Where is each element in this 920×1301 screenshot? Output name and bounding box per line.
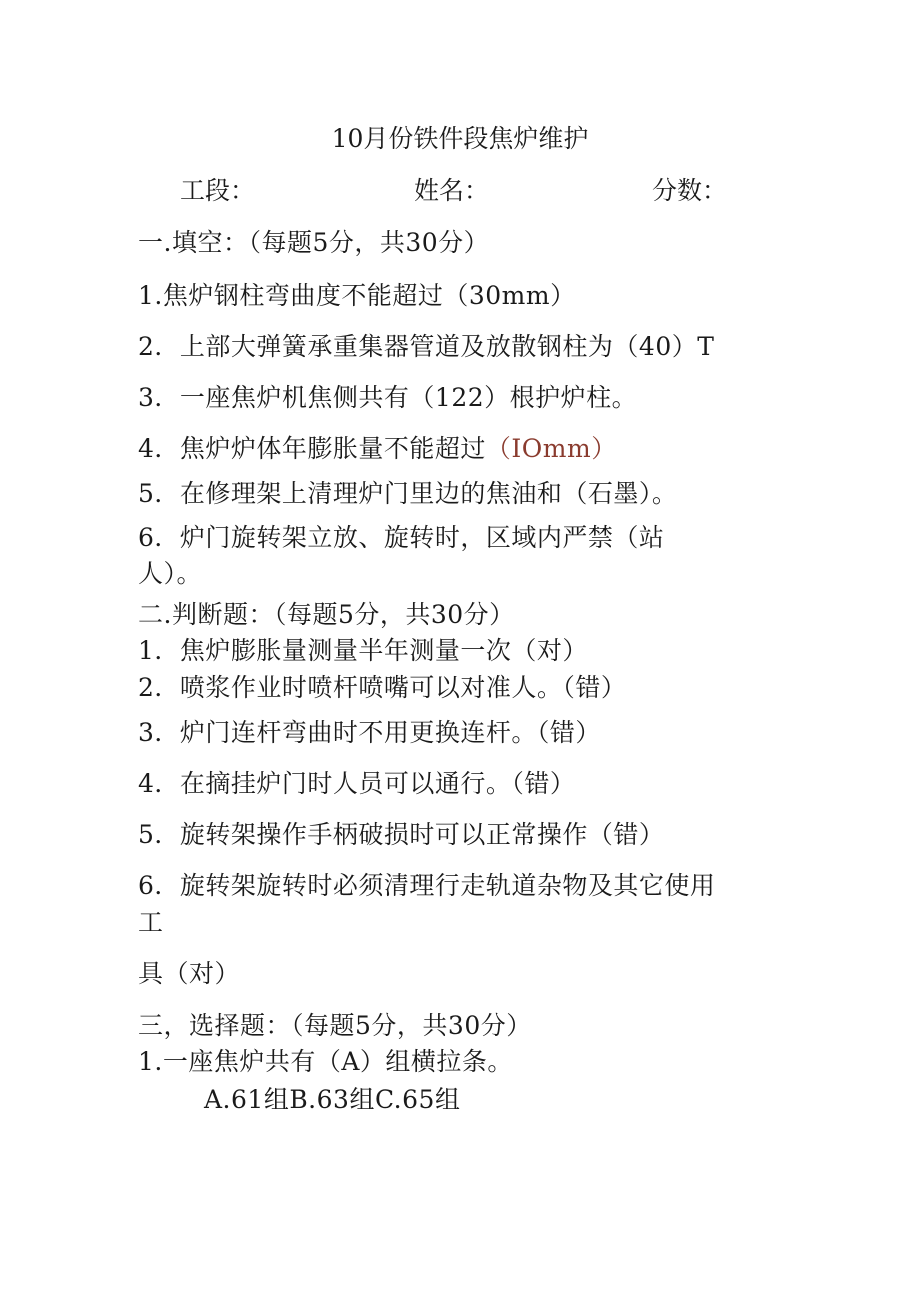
page-title: 10月份铁件段焦炉维护 <box>331 124 589 153</box>
part1-item: 1.焦炉钢柱弯曲度不能超过（30mm） <box>138 281 576 310</box>
part1-item: 2．上部大弹簧承重集器管道及放散钢柱为（40）T <box>138 332 715 361</box>
part2-item: 3．炉门连杆弯曲时不用更换连杆。（错） <box>138 718 601 747</box>
section-label: 工段： <box>180 176 256 205</box>
part1-item-text: 4．焦炉炉体年膨胀量不能超过 <box>138 434 486 463</box>
part1-item: 人）。 <box>138 559 203 588</box>
part2-item: 工 <box>138 908 164 937</box>
part3-item: 1.一座焦炉共有（A）组横拉条。 <box>138 1047 513 1076</box>
part3-heading: 三，选择题：（每题5分，共30分） <box>138 1011 532 1040</box>
part2-item: 4．在摘挂炉门时人员可以通行。（错） <box>138 769 576 798</box>
part3-options: A.61组B.63组C.65组 <box>204 1085 461 1114</box>
part1-item <box>138 432 617 466</box>
part1-heading: 一.填空：（每题5分，共30分） <box>138 228 490 257</box>
part1-item: 6．炉门旋转架立放、旋转时，区域内严禁（站 <box>138 523 665 552</box>
part2-item: 具（对） <box>138 959 241 988</box>
part1-item: 5．在修理架上清理炉门里边的焦油和（石墨）。 <box>138 479 678 508</box>
part2-item: 5．旋转架操作手柄破损时可以正常操作（错） <box>138 820 665 849</box>
score-label: 分数： <box>652 176 728 205</box>
name-label: 姓名： <box>414 176 490 205</box>
part1-item: 3．一座焦炉机焦侧共有（122）根护炉柱。 <box>138 383 638 412</box>
part2-item: 2．喷浆作业时喷杆喷嘴可以对准人。（错） <box>138 673 627 702</box>
part1-item-answer: （IOmm） <box>485 434 617 463</box>
part2-item: 1．焦炉膨胀量测量半年测量一次（对） <box>138 636 588 665</box>
part2-heading: 二.判断题：（每题5分，共30分） <box>138 600 515 629</box>
part2-item: 6．旋转架旋转时必须清理行走轨道杂物及其它使用 <box>138 871 716 900</box>
